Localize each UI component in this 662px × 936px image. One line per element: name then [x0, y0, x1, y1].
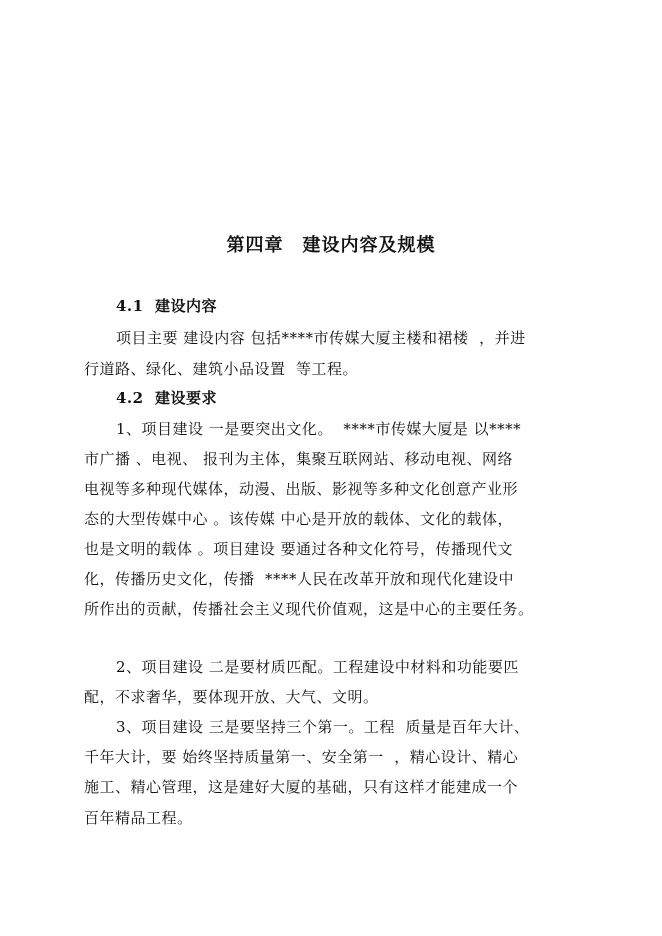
- para1-line-7: 所作出的贡献，传播社会主义现代价值观，这是中心的主要任务。: [84, 600, 534, 618]
- para3-line-4: 百年精品工程。: [84, 809, 193, 827]
- section-4-2-heading: 4.2 建设要求: [116, 389, 218, 407]
- para3-line-1: 3、项目建设 三是要坚持三个第一。工程 质量是百年大计、: [116, 718, 530, 736]
- para1-line-3: 电视等多种现代媒体，动漫、出版、影视等多种文化创意产业形: [84, 480, 519, 498]
- para2-line-2: 配，不求奢华，要体现开放、大气、文明。: [84, 688, 379, 706]
- chapter-title: 第四章 建设内容及规模: [226, 235, 436, 256]
- para1-line-2: 市广播 、电视、 报刊为主体，集聚互联网站、移动电视、网络: [84, 450, 514, 468]
- para1-line-5: 也是文明的载体 。项目建设 要通过各种文化符号，传播现代文: [84, 540, 514, 558]
- para1-line-4: 态的大型传媒中心 。该传媒 中心是开放的载体、文化的载体，: [84, 510, 514, 528]
- para3-line-2: 千年大计，要 始终坚持质量第一、安全第一 ，精心设计、精心: [84, 748, 519, 766]
- section-4-1-line-1: 项目主要 建设内容 包括****市传媒大厦主楼和裙楼 ，并进: [116, 329, 526, 347]
- para3-line-3: 施工、精心管理，这是建好大厦的基础，只有这样才能建成一个: [84, 778, 519, 796]
- para1-line-6: 化，传播历史文化，传播 ****人民在改革开放和现代化建设中: [84, 570, 515, 588]
- section-4-1-heading: 4.1 建设内容: [116, 297, 218, 315]
- para1-line-1: 1、项目建设 一是要突出文化。 ****市传媒大厦是 以****: [116, 420, 522, 438]
- section-4-1-line-2: 行道路、绿化、建筑小品设置 等工程。: [84, 360, 359, 378]
- para2-line-1: 2、项目建设 二是要材质匹配。工程建设中材料和功能要匹: [116, 658, 519, 676]
